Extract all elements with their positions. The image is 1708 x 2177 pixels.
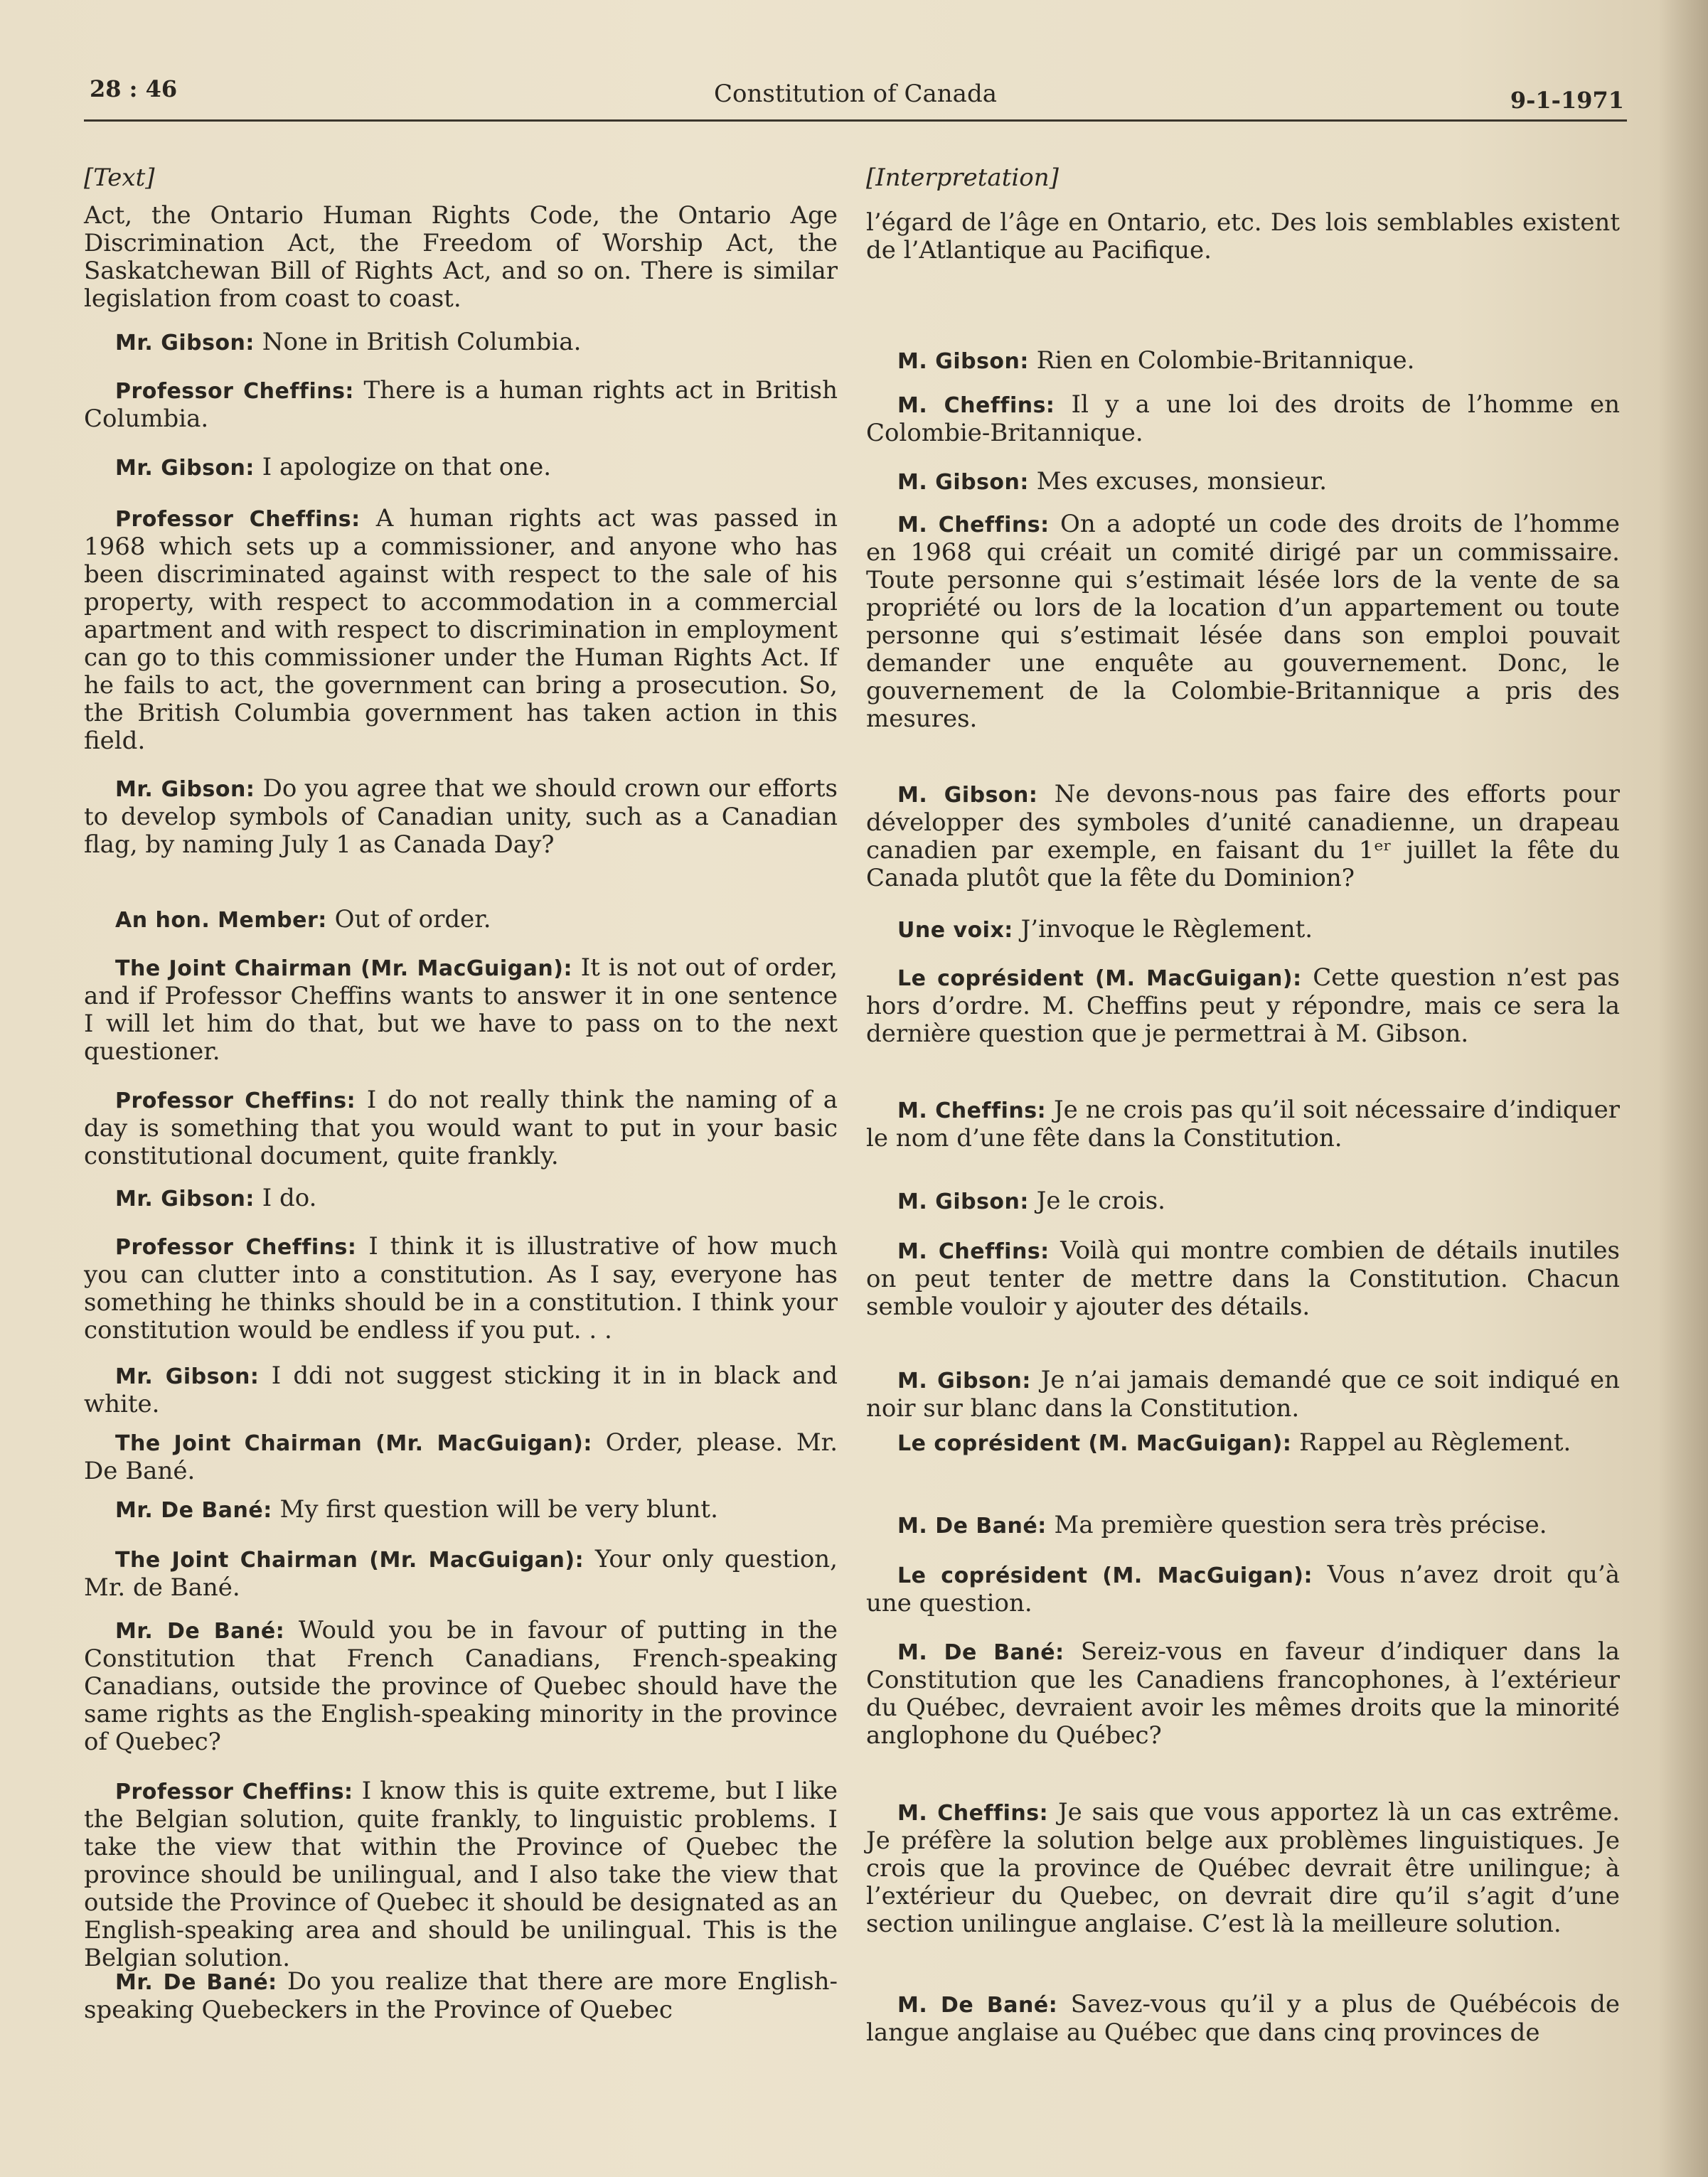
speaker-name: Mr. Gibson: (115, 331, 255, 355)
paragraph-text: Ma première question sera très précise. (1054, 1511, 1547, 1539)
paragraph-text: Je le crois. (1036, 1187, 1165, 1215)
paragraph (84, 1546, 838, 1602)
speaker-name: Professor Cheffins: (115, 507, 361, 532)
paragraph-text: Il y a une loi des droits de l’homme en Colombie-Britannique. (866, 390, 1621, 447)
paragraph (84, 1429, 838, 1485)
paragraph-text: My first question will be very blunt. (279, 1495, 718, 1524)
paragraph (866, 1991, 1620, 2047)
speaker-name: Le coprésident (M. MacGuigan): (897, 1431, 1292, 1456)
paragraph-text: It is not out of order, and if Professor Cheffins wants to answer it in one sentence I will let him do that, but we have to pass on to the next questioner. (84, 953, 838, 1066)
header-date: 9-1-1971 (1510, 87, 1624, 114)
paragraph (84, 1617, 838, 1756)
speaker-name: Le coprésident (M. MacGuigan): (897, 966, 1302, 991)
paragraph (866, 1187, 1620, 1216)
paragraph-text: Ne devons-nous pas faire des efforts pour développer des symboles d’unité canadienne, un drapeau canadien par exemple, en faisant du 1ᵉʳ juillet la fête du Canada plutôt que la fête du Dominion? (866, 780, 1620, 892)
paragraph-text: None in British Columbia. (262, 328, 582, 356)
paragraph-text: Vous n’avez droit qu’à une question. (866, 1561, 1621, 1617)
paragraph-text: Act, the Ontario Human Rights Code, the Ontario Age Discrimination Act, the Freedom of Worship Act, the Saskatchewan Bill of Rights Act, and so on. There is similar legislation from coast to coast. (84, 201, 838, 313)
paragraph-text: Je n’ai jamais demandé que ce soit indiqué en noir sur blanc dans la Constitution. (866, 1366, 1621, 1423)
paragraph-text: I apologize on that one. (262, 453, 552, 481)
column-label-interpretation: [Interpretation] (866, 164, 1059, 192)
paragraph-text: Savez-vous qu’il y a plus de Québécois de langue anglaise au Québec que dans cinq provinces de (866, 1990, 1620, 2047)
speaker-name: Mr. Gibson: (115, 777, 255, 802)
paragraph (84, 1184, 838, 1213)
paragraph (84, 202, 838, 313)
speaker-name: M. Gibson: (897, 1369, 1031, 1394)
paragraph-text: Do you realize that there are more English-speaking Quebeckers in the Province of Quebec (84, 1967, 838, 2024)
running-title: Constitution of Canada (714, 80, 997, 108)
paragraph (84, 906, 838, 934)
speaker-name: M. De Bané: (897, 1640, 1064, 1665)
paragraph (866, 1799, 1620, 1938)
column-label-text: [Text] (84, 164, 155, 192)
paragraph-text: I do not really think the naming of a day is something that you would want to put in your basic constitutional document, quite frankly. (84, 1086, 838, 1170)
french-column (866, 158, 1621, 2047)
speaker-name: Professor Cheffins: (115, 379, 354, 404)
speaker-name: Mr. Gibson: (115, 1364, 260, 1389)
paragraph (866, 391, 1620, 447)
paragraph (866, 1096, 1620, 1152)
paragraph-text: There is a human rights act in British Columbia. (84, 376, 838, 433)
paragraph-text: Out of order. (334, 905, 491, 934)
speaker-name: M. Gibson: (897, 349, 1029, 374)
speaker-name: M. Gibson: (897, 1189, 1029, 1214)
speaker-name: M. De Bané: (897, 1514, 1047, 1539)
paragraph-text: I ddi not suggest sticking it in in black and white. (84, 1362, 838, 1418)
paragraph (866, 209, 1620, 264)
paragraph (866, 510, 1620, 733)
paragraph-text: A human rights act was passed in 1968 which sets up a commissioner, and anyone who has been discriminated against with respect to the sale of his property, with respect to accommodation in a commercial apartment and with respect to discrimination in employment can go to this commissioner under the Human Rights Act. If he fails to act, the government can bring a prosecution. So, the British Columbia government has taken action in this field. (84, 504, 838, 755)
paragraph-text: l’égard de l’âge en Ontario, etc. Des lois semblables existent de l’Atlantique au Pacifique. (866, 208, 1620, 264)
paragraph-text: Would you be in favour of putting in the Constitution that French Canadians, French-speaking Canadians, outside the province of Quebec should have the same rights as the English-speaking minority in the province of Quebec? (84, 1616, 838, 1756)
paragraph (84, 1968, 838, 2024)
speaker-name: Professor Cheffins: (115, 1780, 353, 1804)
paragraph (84, 954, 838, 1066)
paragraph (84, 454, 838, 482)
speaker-name: M. Cheffins: (897, 1801, 1049, 1826)
speaker-name: M. De Bané: (897, 1993, 1058, 2018)
paragraph (866, 916, 1620, 944)
paragraph-text: Je ne crois pas qu’il soit nécessaire d’indiquer le nom d’une fête dans la Constitution. (866, 1096, 1621, 1152)
speaker-name: Mr. De Bané: (115, 1498, 272, 1523)
english-column (84, 158, 838, 2024)
paragraph (84, 1233, 838, 1344)
speaker-name: The Joint Chairman (Mr. MacGuigan): (115, 1548, 585, 1573)
speaker-name: Mr. Gibson: (115, 456, 255, 481)
paragraph (866, 1366, 1620, 1423)
speaker-name: Mr. De Bané: (115, 1619, 285, 1644)
paragraph (866, 347, 1620, 375)
paragraph (866, 1512, 1620, 1540)
paragraph-text: Sereiz-vous en faveur d’indiquer dans la Constitution que les Canadiens francophones, à l’extérieur du Québec, devraient avoir les mêmes droits que la minorité anglophone du Québec? (866, 1637, 1620, 1750)
paragraph-text: Do you agree that we should crown our efforts to develop symbols of Canadian unity, such as a Canadian flag, by naming July 1 as Canada Day? (84, 774, 838, 859)
speaker-name: Le coprésident (M. MacGuigan): (897, 1563, 1313, 1588)
paragraph (866, 781, 1620, 892)
paragraph (84, 328, 838, 357)
paragraph (84, 1362, 838, 1418)
speaker-name: An hon. Member: (115, 908, 327, 933)
speaker-name: Mr. De Bané: (115, 1970, 277, 1995)
paragraph (84, 1086, 838, 1170)
paragraph-text: Your only question, Mr. de Bané. (84, 1545, 838, 1602)
paragraph (84, 377, 838, 433)
speaker-name: Professor Cheffins: (115, 1235, 357, 1260)
paragraph-text: Rappel au Règlement. (1299, 1428, 1571, 1457)
paragraph (866, 964, 1620, 1048)
paragraph-text: Order, please. Mr. De Bané. (84, 1428, 838, 1485)
speaker-name: M. Gibson: (897, 470, 1029, 495)
paragraph (866, 1638, 1620, 1750)
paragraph (866, 1237, 1620, 1321)
speaker-name: M. Cheffins: (897, 1098, 1047, 1123)
page-gutter-shadow (1658, 0, 1708, 2177)
paragraph (84, 1496, 838, 1524)
paragraph (84, 1777, 838, 1972)
paragraph-text: I think it is illustrative of how much you can clutter into a constitution. As I say, everyone has something he thinks should be in a constitution. I think your constitution would be endless if you put. . . (84, 1232, 838, 1344)
paragraph-text: Mes excuses, monsieur. (1036, 467, 1328, 496)
paragraph-text: I know this is quite extreme, but I like the Belgian solution, quite frankly, to linguistic problems. I take the view that within the Province of Quebec the province should be unilingual, and I also take the view that outside the Province of Quebec it should be designated as an English-speaking area and should be unilingual. This is the Belgian solution. (84, 1777, 838, 1972)
speaker-name: Professor Cheffins: (115, 1088, 356, 1113)
speaker-name: Mr. Gibson: (115, 1187, 255, 1211)
paragraph-text: Je sais que vous apportez là un cas extrême. Je préfère la solution belge aux problèmes linguistiques. Je crois que la province de Québec devrait être unilingue; à l’extérieur du Quebec, on devrait dire qu’il s’agit d’une section unilingue anglaise. C’est là la meilleure solution. (866, 1798, 1621, 1938)
paragraph (866, 1561, 1620, 1617)
speaker-name: M. Cheffins: (897, 1239, 1050, 1264)
paragraph (84, 775, 838, 859)
paragraph-text: J’invoque le Règlement. (1020, 915, 1313, 943)
speaker-name: M. Cheffins: (897, 393, 1055, 418)
paragraph (866, 1429, 1620, 1457)
page-header (84, 70, 1627, 122)
speaker-name: M. Gibson: (897, 783, 1038, 808)
paragraph (866, 468, 1620, 496)
speaker-name: Une voix: (897, 918, 1013, 943)
speaker-name: M. Cheffins: (897, 513, 1050, 537)
paragraph-text: Cette question n’est pas hors d’ordre. M. Cheffins peut y répondre, mais ce sera la dernière question que je permettrai à M. Gibson. (866, 963, 1621, 1048)
paragraph-text: I do. (262, 1184, 317, 1212)
paragraph (84, 505, 838, 755)
paragraph-text: On a adopté un code des droits de l’homme en 1968 qui créait un comité dirigé par un commissaire. Toute personne qui s’estimait lésée lors de la vente de sa propriété ou lors de la location d’un appartement ou toute personne qui s’estimait lésée dans son emploi pouvait demander une enquête au gouvernement. Donc, le gouvernement de la Colombie-Britannique a pris des mesures. (866, 510, 1621, 733)
paragraph-text: Rien en Colombie-Britannique. (1036, 346, 1415, 375)
speaker-name: The Joint Chairman (Mr. MacGuigan): (115, 1431, 592, 1456)
speaker-name: The Joint Chairman (Mr. MacGuigan): (115, 956, 572, 981)
paragraph-text: Voilà qui montre combien de détails inutiles on peut tenter de mettre dans la Constitution. Chacun semble vouloir y ajouter des détails. (866, 1236, 1620, 1321)
page-number: 28 : 46 (90, 75, 178, 102)
